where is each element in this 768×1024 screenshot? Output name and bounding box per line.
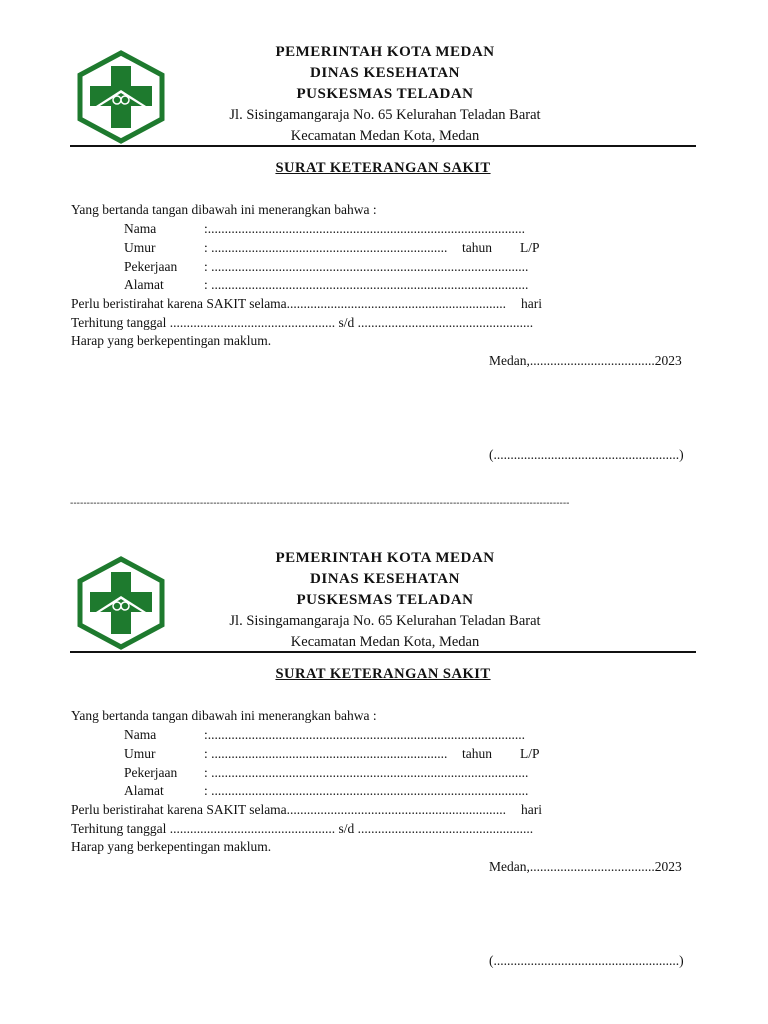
letterhead-line-government: PEMERINTAH KOTA MEDAN [275, 550, 495, 566]
tahun-label: tahun [462, 240, 492, 255]
letterhead-line-clinic: PUSKESMAS TELADAN [296, 86, 474, 102]
alamat-field: : .............................................................................................. [204, 277, 529, 292]
intro-text: Yang bertanda tangan dibawah ini menerangkan bahwa : [71, 202, 377, 217]
signature-line: (.......................................................) [489, 447, 684, 462]
letterhead-line-agency: DINAS KESEHATAN [310, 65, 460, 81]
gender-label: L/P [520, 240, 540, 255]
letter-title: SURAT KETERANGAN SAKIT [275, 666, 491, 682]
nama-label: Nama [124, 221, 157, 236]
closing-text: Harap yang berkepentingan maklum. [71, 333, 272, 348]
gender-label: L/P [520, 746, 540, 761]
pekerjaan-label: Pekerjaan [124, 765, 178, 780]
nama-field: :.............................................................................................. [204, 727, 526, 742]
hari-label: hari [521, 802, 542, 817]
alamat-label: Alamat [124, 783, 164, 798]
tahun-label: tahun [462, 746, 492, 761]
letter-copy-top [0, 0, 768, 509]
letterhead-line-clinic: PUSKESMAS TELADAN [296, 592, 474, 608]
puskesmas-logo-icon [76, 50, 166, 144]
letterhead-address: Jl. Sisingamangaraja No. 65 Kelurahan Teladan Barat [229, 613, 541, 629]
letterhead-district: Kecamatan Medan Kota, Medan [290, 634, 480, 650]
letterhead-line-government: PEMERINTAH KOTA MEDAN [275, 44, 495, 60]
date-range-text: Terhitung tanggal ................................................. s/d .................................................... [71, 315, 534, 330]
umur-label: Umur [124, 746, 156, 761]
intro-text: Yang bertanda tangan dibawah ini menerangkan bahwa : [71, 708, 377, 723]
alamat-field: : .............................................................................................. [204, 783, 529, 798]
date-range-text: Terhitung tanggal ................................................. s/d .................................................... [71, 821, 534, 836]
letter-title: SURAT KETERANGAN SAKIT [275, 160, 491, 176]
letterhead [200, 548, 570, 653]
letterhead-line-agency: DINAS KESEHATAN [310, 571, 460, 587]
umur-label: Umur [124, 240, 156, 255]
place-date: Medan,.....................................2023 [489, 353, 682, 368]
closing-text: Harap yang berkepentingan maklum. [71, 839, 272, 854]
hari-label: hari [521, 296, 542, 311]
rest-duration-text: Perlu beristirahat karena SAKIT selama................................................................. [71, 296, 507, 311]
puskesmas-logo-icon [76, 556, 166, 650]
place-date: Medan,.....................................2023 [489, 859, 682, 874]
letterhead-district: Kecamatan Medan Kota, Medan [290, 128, 480, 144]
letterhead-address: Jl. Sisingamangaraja No. 65 Kelurahan Teladan Barat [229, 107, 541, 123]
letterhead-divider [70, 651, 696, 653]
pekerjaan-field: : .............................................................................................. [204, 765, 529, 780]
umur-field: : ...................................................................... [204, 746, 448, 761]
umur-field: : ...................................................................... [204, 240, 448, 255]
rest-duration-text: Perlu beristirahat karena SAKIT selama................................................................. [71, 802, 507, 817]
signature-line: (.......................................................) [489, 953, 684, 968]
letter-copy-bottom [0, 506, 768, 1006]
pekerjaan-field: : .............................................................................................. [204, 259, 529, 274]
nama-label: Nama [124, 727, 157, 742]
cut-line: ------------------------------------------------------------------------------------------------------------------------------------------------------ [70, 498, 570, 509]
pekerjaan-label: Pekerjaan [124, 259, 178, 274]
nama-field: :.............................................................................................. [204, 221, 526, 236]
letterhead [200, 42, 570, 147]
letterhead-divider [70, 145, 696, 147]
alamat-label: Alamat [124, 277, 164, 292]
